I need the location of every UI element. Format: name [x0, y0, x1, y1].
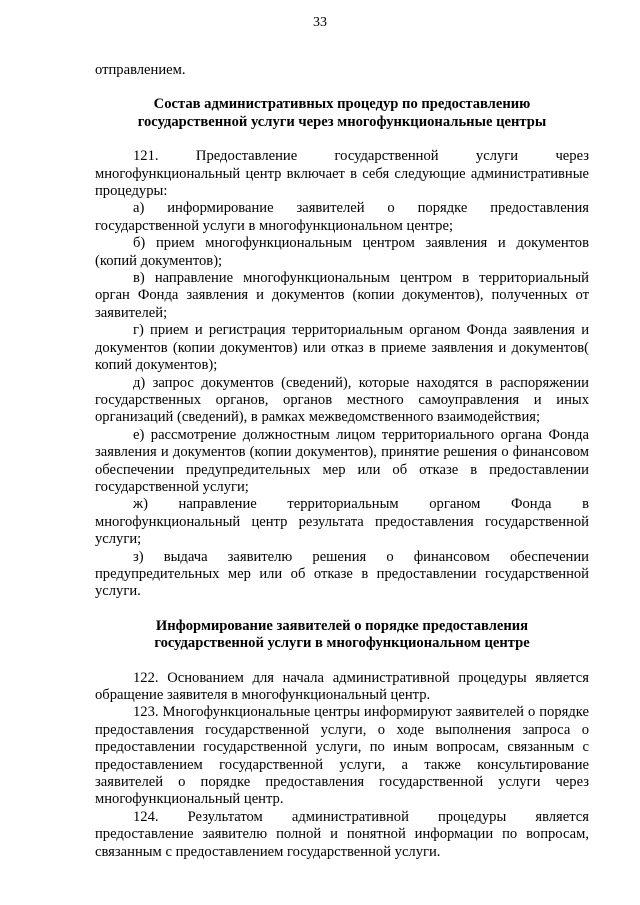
- list-item-e: е) рассмотрение должностным лицом территориального органа Фонда заявления и документов (копии документов), принятие решения о финансовом обеспечении предупредительных мер или об отказе в предоставлении государственной услуги;: [95, 426, 589, 495]
- list-item-d: д) запрос документов (сведений), которые находятся в распоряжении государственных органов, органов местного самоуправления и иных организаций (сведений), в рамках межведомственного взаимодействия;: [95, 374, 589, 426]
- paragraph-123: 123. Многофункциональные центры информируют заявителей о порядке предоставления государственной услуги, о ходе выполнения запроса о предоставлении государственной услуги, по иным вопросам, связанным с предоставлением государственной услуги, а также консультирование заявителей о порядке предоставления государственной услуги через многофункциональный центр.: [95, 704, 589, 808]
- page-content: [95, 62, 589, 861]
- list-item-g: г) прием и регистрация территориальным органом Фонда заявления и документов (копии документов) или отказ в приеме заявления и документов( копий документов);: [95, 322, 589, 374]
- list-item-z: з) выдача заявителю решения о финансовом обеспечении предупредительных мер или об отказе в предоставлении государственной услуги.: [95, 548, 589, 600]
- section-heading-line: государственной услуги в многофункциональном центре: [154, 635, 530, 652]
- paragraph-124: 124. Результатом административной процедуры является предоставление заявителю полной и понятной информации по вопросам, связанным с предоставлением государственной услуги.: [95, 808, 589, 860]
- list-item-b: б) прием многофункциональным центром заявления и документов (копий документов);: [95, 235, 589, 269]
- section-heading-line: государственной услуги через многофункциональные центры: [137, 113, 547, 130]
- paragraph-121: 121. Предоставление государственной услуги через многофункциональный центр включает в себя следующие административные процедуры:: [95, 148, 589, 200]
- lead-text: отправлением.: [95, 62, 186, 78]
- paragraph-122: 122. Основанием для начала административной процедуры является обращение заявителя в многофункциональный центр.: [95, 669, 589, 703]
- page-number: 33: [313, 15, 327, 30]
- section-heading-line: Информирование заявителей о порядке предоставления: [155, 617, 529, 634]
- list-item-v: в) направление многофункциональным центром в территориальный орган Фонда заявления и документов (копии документов), полученных от заявителей;: [95, 270, 589, 321]
- list-item-zh: ж) направление территориальным органом Фонда в многофункциональный центр результата предоставления государственной услуги;: [95, 496, 589, 548]
- section-heading-line: Состав административных процедур по предоставлению: [153, 96, 531, 113]
- list-item-a: а) информирование заявителей о порядке предоставления государственной услуги в многофункциональном центре;: [95, 200, 589, 234]
